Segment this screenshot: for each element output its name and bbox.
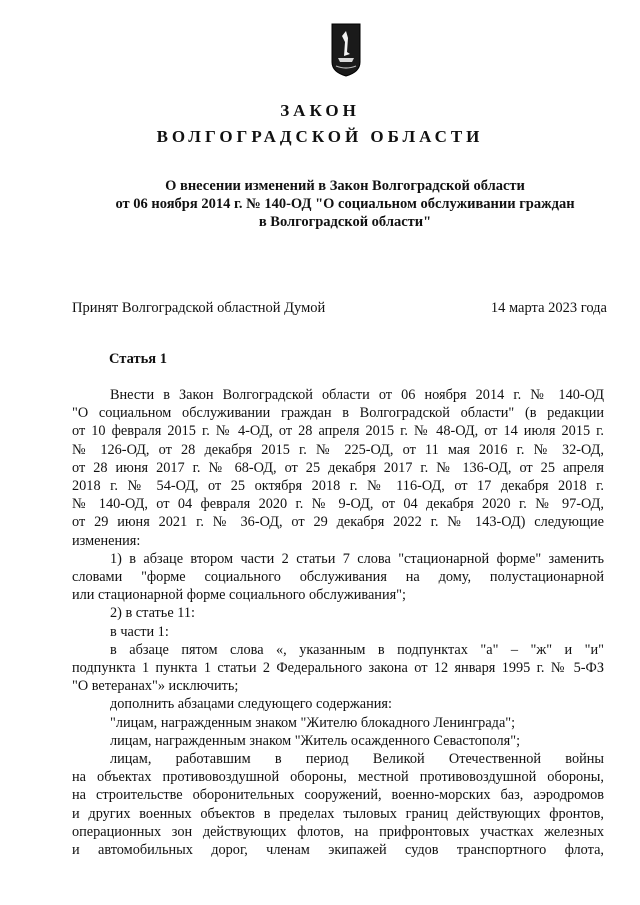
document-title: [60, 177, 630, 231]
text-line: от 28 июня 2017 г. № 68-ОД, от 25 декабря 2017 г. № 136-ОД, от 25 апреля: [72, 459, 604, 476]
text-line: и автомобильных дорог, членам экипажей судов транспортного флота,: [72, 842, 604, 859]
text-line: от 29 июня 2021 г. № 36-ОД, от 29 декабря 2022 г. № 143-ОД) следующие: [72, 514, 604, 531]
text-line: 1) в абзаце втором части 2 статьи 7 слова "стационарной форме" заменить: [110, 550, 604, 567]
text-line: № 140-ОД, от 04 февраля 2020 г. № 9-ОД, от 04 декабря 2020 г. № 97-ОД,: [72, 496, 604, 513]
adopted-by: Принят Волгоградской областной Думой: [72, 300, 326, 316]
body-text: [72, 386, 604, 859]
document-title-line2: от 06 ноября 2014 г. № 140-ОД "О социальном обслуживании граждан: [115, 196, 575, 212]
text-line: "О ветеранах"» исключить;: [72, 678, 239, 695]
adoption-info: [72, 300, 607, 317]
text-line: на объектах противовоздушной обороны, местной противовоздушной обороны,: [72, 769, 604, 786]
text-line: на строительстве оборонительных сооружений, военно-морских баз, аэродромов: [72, 787, 604, 804]
text-line: словами "форме социального обслуживания на дому, полустационарной: [72, 569, 604, 586]
text-line: в части 1:: [110, 623, 169, 640]
text-line: лицам, награжденным знаком "Житель осажденного Севастополя";: [110, 732, 521, 749]
coat-of-arms-icon: [330, 22, 362, 78]
text-line: "О социальном обслуживании граждан в Волгоградской области" (в редакции: [72, 405, 604, 422]
text-line: 2) в статье 11:: [110, 605, 195, 622]
text-line: "лицам, награжденным знаком "Жителю блокадного Ленинграда";: [110, 714, 516, 731]
text-line: операционных зон действующих флотов, на прифронтовых участках железных: [72, 823, 604, 840]
text-line: 2018 г. № 54-ОД, от 25 октября 2018 г. № 116-ОД, от 17 декабря 2018 г.: [72, 478, 604, 495]
text-line: Внести в Закон Волгоградской области от 06 ноября 2014 г. № 140-ОД: [110, 387, 604, 403]
text-line: или стационарной форме социального обслуживания";: [72, 587, 406, 604]
text-line: изменения:: [72, 532, 141, 549]
text-line: дополнить абзацами следующего содержания:: [110, 696, 392, 713]
law-title-line1: ЗАКОН: [280, 101, 360, 120]
text-line: и других военных объектов в пределах тыловых границ действующих фронтов,: [72, 805, 604, 822]
law-title: [0, 98, 640, 150]
text-line: № 126-ОД, от 28 декабря 2015 г. № 225-ОД, от 11 мая 2016 г. № 32-ОД,: [72, 441, 604, 458]
text-line: в абзаце пятом слова «, указанным в подпунктах "а" – "ж" и "и": [110, 641, 604, 658]
text-line: от 10 февраля 2015 г. № 4-ОД, от 28 апреля 2015 г. № 48-ОД, от 14 июля 2015 г.: [72, 423, 604, 440]
text-line: подпункта 1 пункта 1 статьи 2 Федерального закона от 12 января 1995 г. № 5-ФЗ: [72, 660, 604, 677]
document-title-line1: О внесении изменений в Закон Волгоградской области: [165, 178, 525, 194]
text-line: лицам, работавшим в период Великой Отечественной войны: [110, 751, 604, 768]
law-title-line2: ВОЛГОГРАДСКОЙ ОБЛАСТИ: [156, 127, 484, 146]
adoption-date: 14 марта 2023 года: [490, 300, 607, 316]
document-title-line3: в Волгоградской области": [258, 214, 432, 230]
article-heading: Статья 1: [109, 351, 167, 367]
